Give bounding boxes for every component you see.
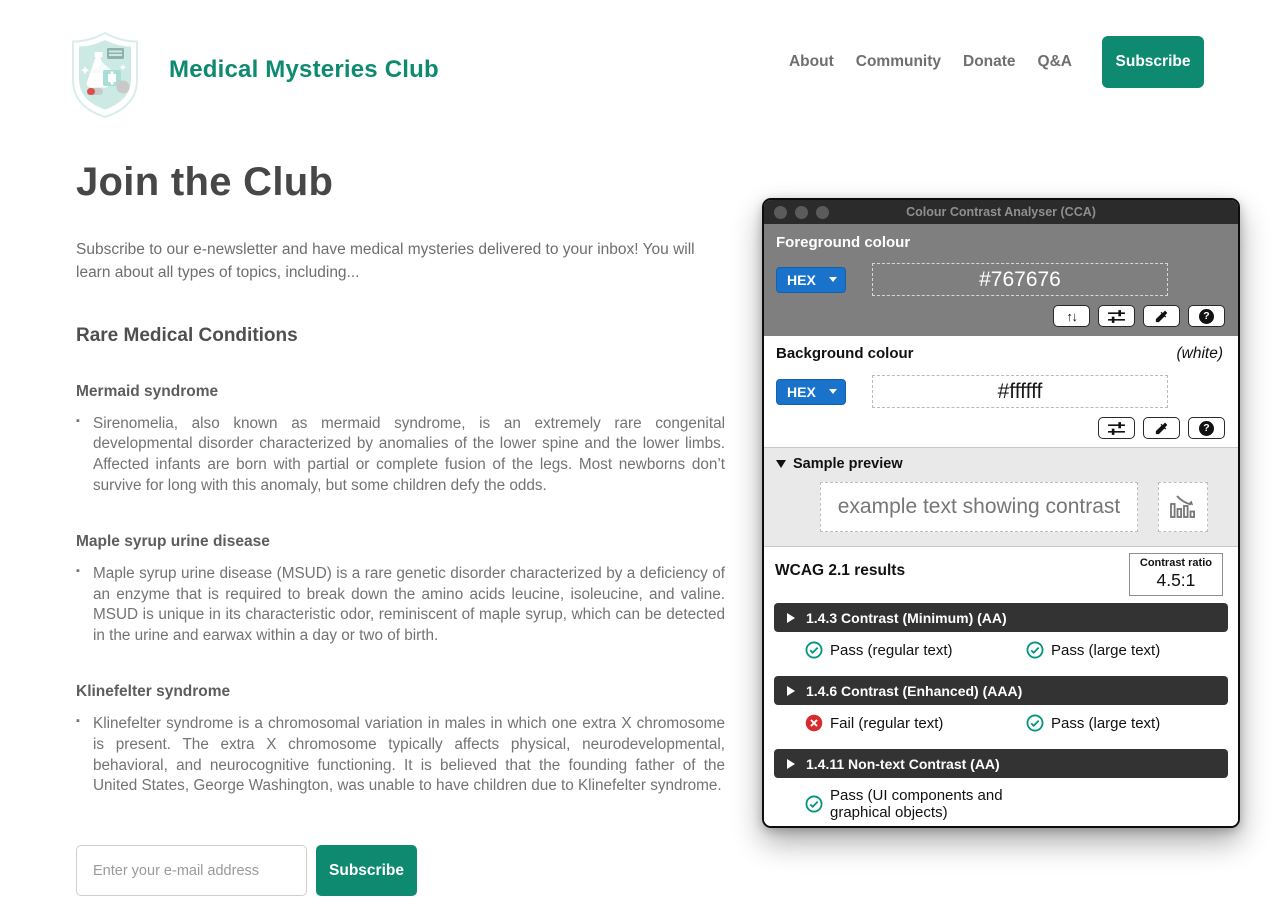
result-pass-ui-components: Pass (UI components and graphical objects)	[805, 787, 1026, 821]
background-tools	[776, 417, 1225, 439]
wcag-results-section	[764, 546, 1238, 828]
contrast-ratio-value: 4.5:1	[1156, 570, 1196, 590]
sample-preview-section	[764, 447, 1238, 546]
contrast-ratio-box	[1129, 553, 1223, 596]
form-subscribe-button[interactable]: Subscribe	[316, 845, 417, 896]
graphics-sample-button[interactable]	[1158, 482, 1208, 532]
nav-donate[interactable]: Donate	[963, 53, 1016, 70]
nav-community[interactable]: Community	[855, 53, 941, 70]
cca-window	[762, 198, 1240, 828]
condition-description: ▪ Sirenomelia, also known as mermaid syndrome, is an extremely rare congenital developmental disorder characterized by anomalies of the lower spine and the lower limbs. Affected infants are born with partial or complete fusion of the legs. Most newborns don’t survive for long with this anomaly, but some children defy the odds.	[76, 414, 725, 497]
wcag-section-heading: 1.4.3 Contrast (Minimum) (AA)	[806, 609, 1007, 626]
triangle-right-icon	[787, 686, 795, 696]
condition-title: Mermaid syndrome	[76, 382, 219, 400]
result-pass-large-text: Pass (large text)	[1026, 641, 1160, 659]
sliders-icon	[1107, 421, 1126, 436]
eyedropper-icon	[1154, 421, 1169, 436]
header-subscribe-button[interactable]: Subscribe	[1102, 36, 1204, 88]
section-heading: Rare Medical Conditions	[76, 324, 298, 346]
background-sliders-button[interactable]	[1098, 417, 1135, 439]
contrast-ratio-label: Contrast ratio	[1139, 557, 1212, 569]
background-help-button[interactable]	[1188, 417, 1225, 439]
cca-titlebar[interactable]	[764, 200, 1238, 224]
background-colour-label: Background colour	[776, 345, 914, 362]
background-eyedropper-button[interactable]	[1143, 417, 1180, 439]
wcag-section-heading: 1.4.6 Contrast (Enhanced) (AAA)	[806, 682, 1023, 699]
site-title: Medical Mysteries Club	[169, 56, 439, 83]
foreground-colour-label: Foreground colour	[776, 234, 911, 251]
condition-description: ▪ Klinefelter syndrome is a chromosomal variation in males in which one extra X chromosome is present. The extra X chromosome typically affects physical, neurodevelopmental, behavioral, and neurocognitive functioning. It is believed that the founding father of the United States, George Washington, was unable to have children due to Klinefelter syndrome.	[76, 714, 725, 797]
foreground-format-select[interactable]	[776, 267, 846, 293]
site-header	[0, 0, 1275, 120]
foreground-colour-row	[776, 263, 1226, 296]
background-colour-row	[776, 375, 1226, 408]
wcag-146-results	[774, 705, 1228, 742]
question-mark-icon	[1199, 309, 1214, 324]
condition-maple-syrup-urine-disease	[76, 533, 725, 647]
wcag-section-143[interactable]	[774, 603, 1228, 632]
condition-title: Klinefelter syndrome	[76, 682, 231, 700]
nav-about[interactable]: About	[788, 53, 834, 70]
page-title: Join the Club	[76, 160, 334, 204]
sample-text-box[interactable]: example text showing contrast	[820, 482, 1138, 532]
foreground-format-value: HEX	[787, 271, 816, 288]
wcag-1411-results	[774, 778, 1228, 828]
foreground-colour-input[interactable]	[872, 263, 1168, 296]
swap-arrows-icon	[1067, 309, 1077, 324]
condition-description: ▪ Maple syrup urine disease (MSUD) is a rare genetic disorder characterized by a deficiency of an enzyme that is required to break down the amino acids leucine, isoleucine, and valine. MSUD is unique in its characteristic odor, reminiscent of maple syrup, which can be detected in the urine and earwax within a day or two of birth.	[76, 564, 725, 647]
chart-declining-icon	[1167, 491, 1199, 523]
chevron-down-icon	[829, 389, 837, 394]
swap-colours-button[interactable]	[1053, 305, 1090, 327]
eyedropper-icon	[1154, 309, 1169, 324]
pass-check-icon	[1026, 714, 1044, 732]
result-fail-regular-text: Fail (regular text)	[805, 714, 1026, 732]
sample-preview-label: Sample preview	[793, 456, 903, 472]
foreground-help-button[interactable]	[1188, 305, 1225, 327]
pass-check-icon	[805, 795, 823, 813]
wcag-section-146[interactable]	[774, 676, 1228, 705]
main-content	[76, 160, 725, 909]
triangle-right-icon	[787, 613, 795, 623]
pass-check-icon	[805, 641, 823, 659]
window-title: Colour Contrast Analyser (CCA)	[906, 205, 1096, 219]
triangle-down-icon	[776, 460, 786, 468]
wcag-results-title: WCAG 2.1 results	[775, 562, 906, 579]
foreground-eyedropper-button[interactable]	[1143, 305, 1180, 327]
background-format-value: HEX	[787, 383, 816, 400]
sliders-icon	[1107, 309, 1126, 324]
result-pass-regular-text: Pass (regular text)	[805, 641, 1026, 659]
background-format-select[interactable]	[776, 379, 846, 405]
intro-text: Subscribe to our e-newsletter and have medical mysteries delivered to your inbox! You will learn about all types of topics, including...	[76, 241, 695, 281]
email-input[interactable]	[76, 845, 307, 896]
newsletter-form	[76, 845, 725, 896]
foreground-tools	[776, 305, 1225, 327]
club-logo[interactable]	[63, 30, 147, 120]
question-mark-icon	[1199, 421, 1214, 436]
shield-logo-icon	[63, 30, 147, 120]
background-colour-section	[764, 336, 1238, 447]
nav-qa[interactable]: Q&A	[1037, 53, 1072, 70]
condition-klinefelter-syndrome	[76, 683, 725, 797]
wcag-143-results	[774, 632, 1228, 669]
sample-preview-toggle[interactable]	[776, 456, 1226, 472]
foreground-sliders-button[interactable]	[1098, 305, 1135, 327]
wcag-section-heading: 1.4.11 Non-text Contrast (AA)	[806, 755, 1000, 772]
triangle-right-icon	[787, 759, 795, 769]
main-nav	[789, 36, 1204, 88]
result-pass-large-text: Pass (large text)	[1026, 714, 1160, 732]
condition-title: Maple syrup urine disease	[76, 532, 270, 550]
background-colour-input[interactable]	[872, 375, 1168, 408]
background-colour-name: (white)	[1176, 345, 1223, 362]
chevron-down-icon	[829, 277, 837, 282]
fail-x-icon	[805, 714, 823, 732]
wcag-section-1411[interactable]	[774, 749, 1228, 778]
condition-mermaid-syndrome	[76, 383, 725, 497]
foreground-colour-section	[764, 224, 1238, 336]
pass-check-icon	[1026, 641, 1044, 659]
